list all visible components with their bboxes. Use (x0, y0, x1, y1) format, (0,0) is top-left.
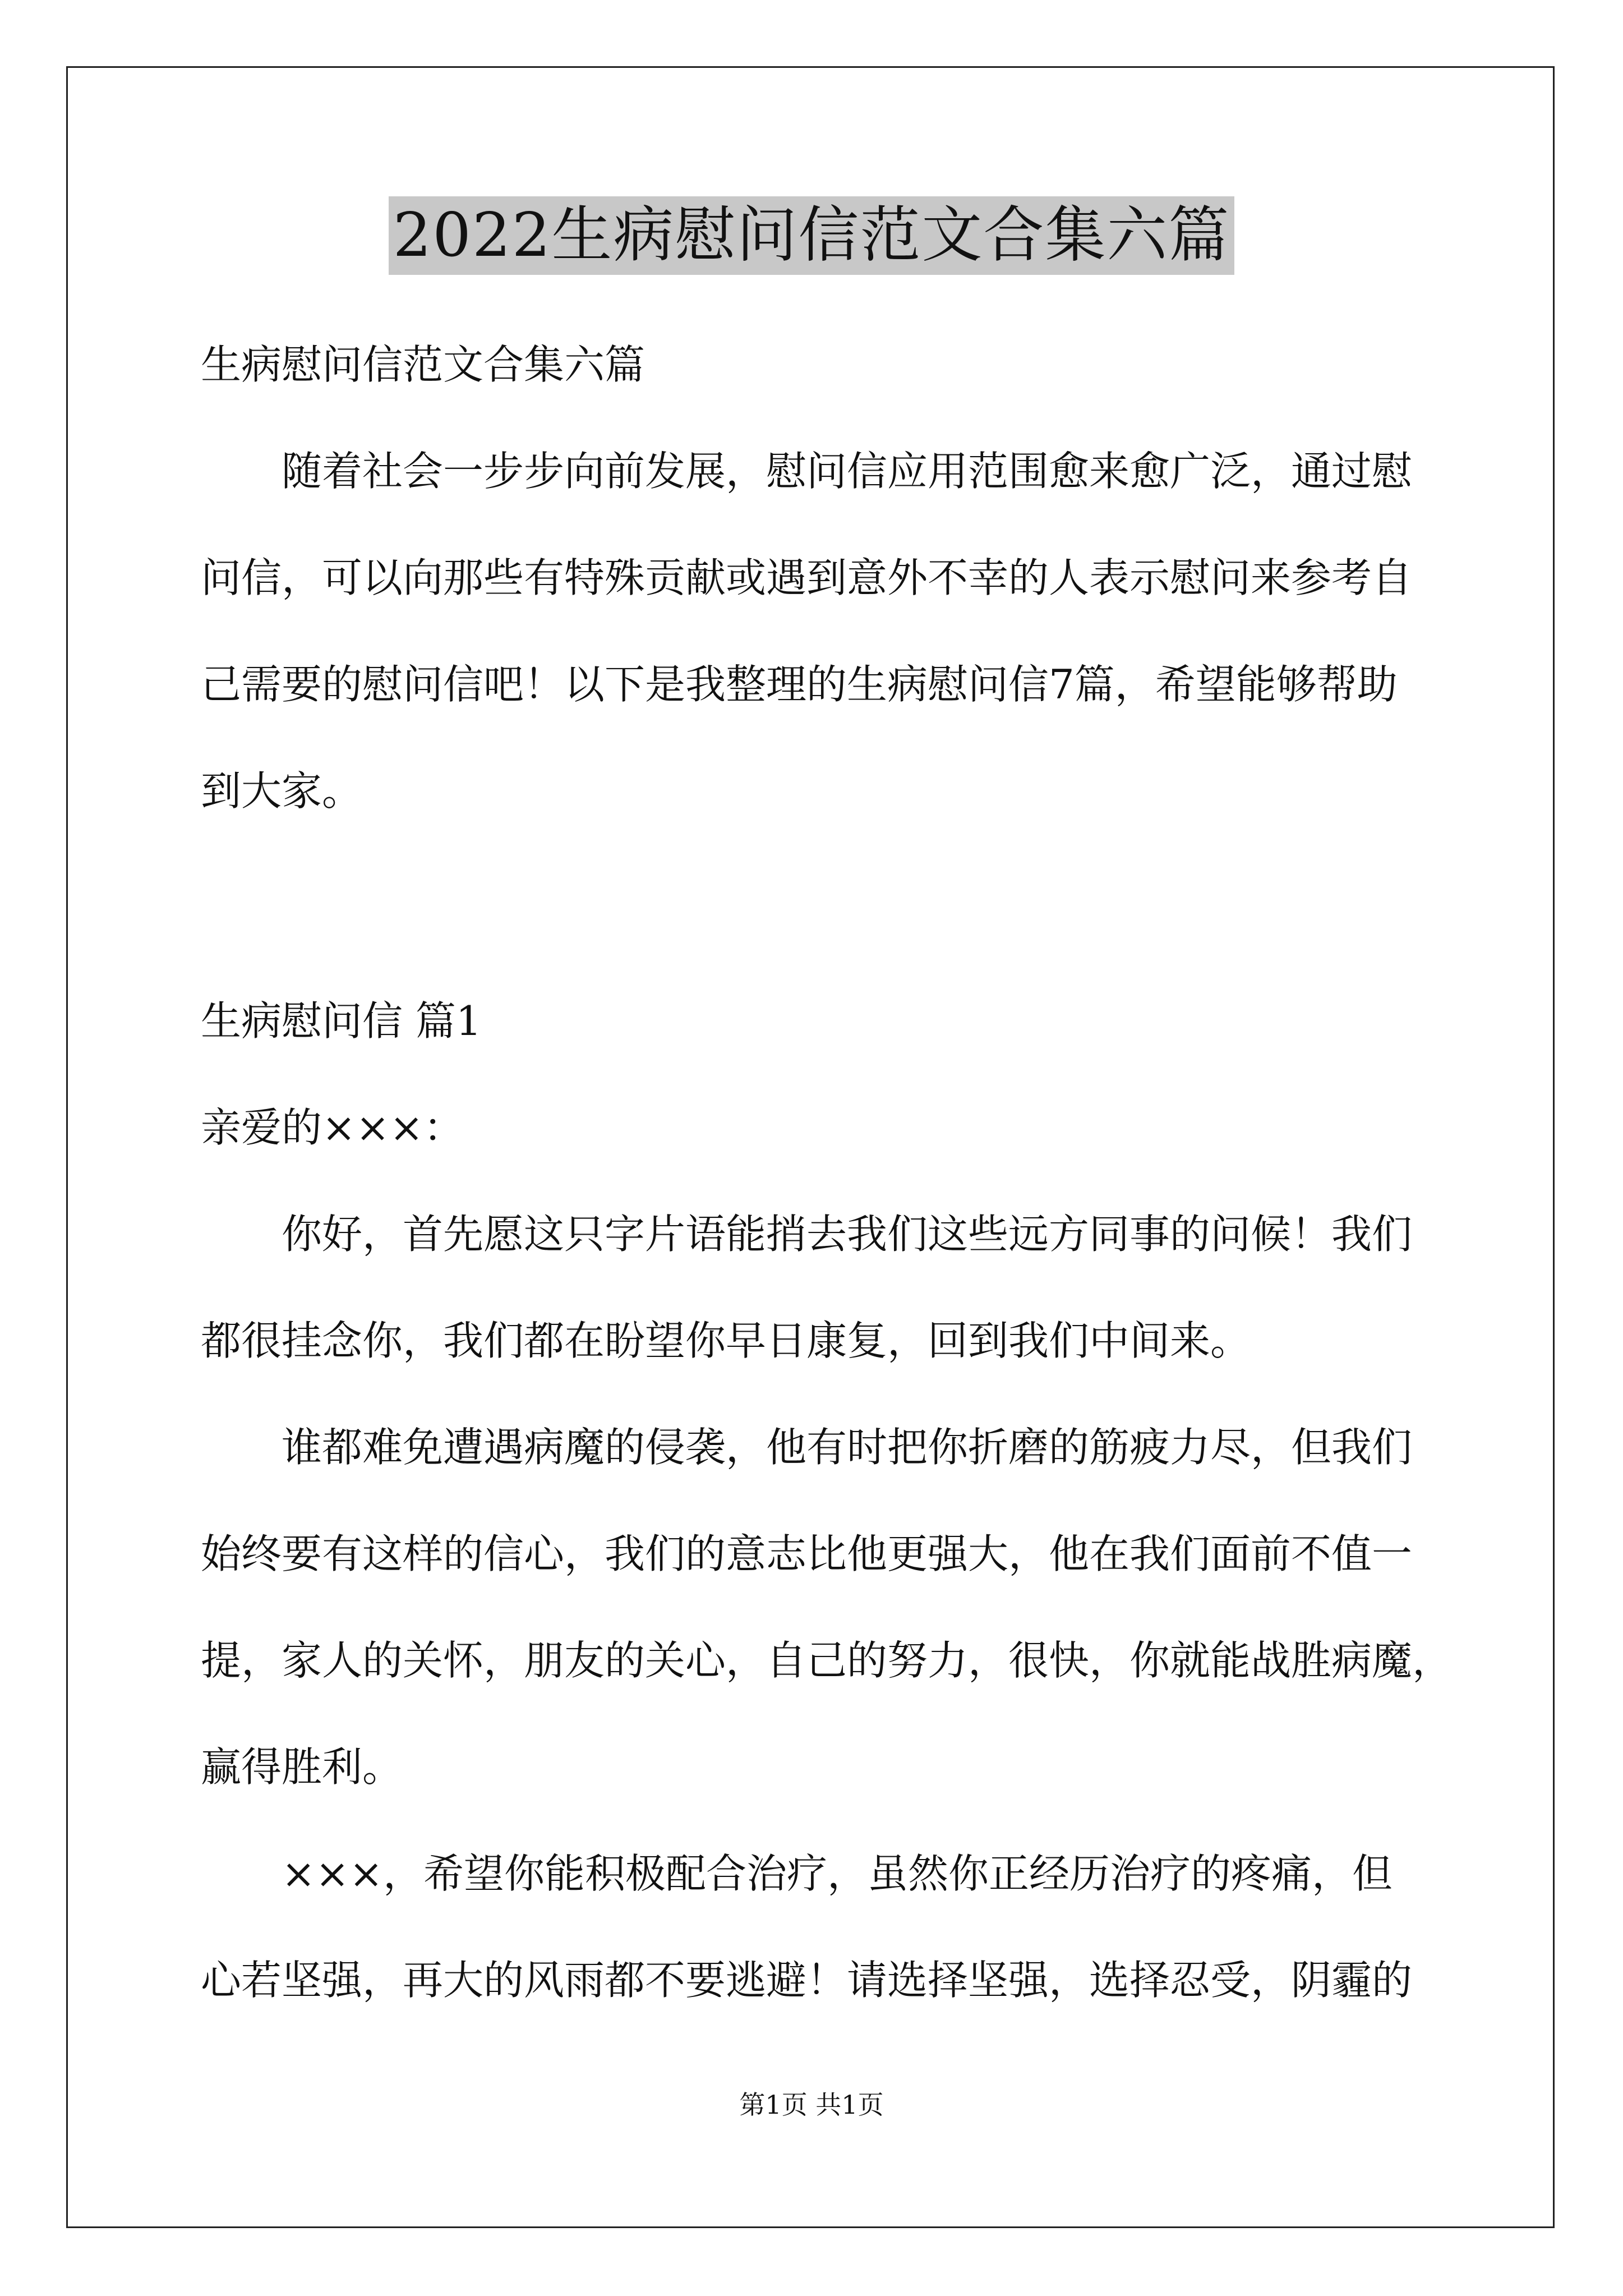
paragraph-2-line-2: 始终要有这样的信心，我们的意志比他更强大，他在我们面前不值一 (201, 1530, 1413, 1577)
document-subtitle: 生病慰问信范文合集六篇 (201, 341, 645, 388)
paragraph-3-line-1: ×××，希望你能积极配合治疗，虽然你正经历治疗的疼痛，但 (282, 1850, 1393, 1897)
paragraph-2-line-1: 谁都难免遭遇病魔的侵袭，他有时把你折磨的筋疲力尽，但我们 (282, 1424, 1413, 1471)
salutation: 亲爱的×××： (201, 1104, 464, 1151)
title-container (0, 196, 1623, 275)
intro-line-1: 随着社会一步步向前发展，慰问信应用范围愈来愈广泛，通过慰 (282, 448, 1413, 495)
document-title: 2022生病慰问信范文合集六篇 (389, 196, 1235, 275)
paragraph-3-line-2: 心若坚强，再大的风雨都不要逃避！请选择坚强，选择忍受，阴霾的 (201, 1957, 1413, 2004)
paragraph-2-line-3: 提，家人的关怀，朋友的关心，自己的努力，很快，你就能战胜病魔， (201, 1637, 1453, 1684)
intro-line-2: 问信，可以向那些有特殊贡献或遇到意外不幸的人表示慰问来参考自 (201, 554, 1413, 601)
paragraph-1-line-1: 你好，首先愿这只字片语能捎去我们这些远方同事的问候！我们 (282, 1211, 1413, 1258)
section-heading: 生病慰问信 篇1 (201, 997, 482, 1045)
paragraph-2-line-4: 赢得胜利。 (201, 1743, 403, 1791)
paragraph-1-line-2: 都很挂念你，我们都在盼望你早日康复，回到我们中间来。 (201, 1317, 1251, 1364)
page-footer: 第1页 共1页 (739, 2090, 884, 2120)
intro-line-3: 己需要的慰问信吧！以下是我整理的生病慰问信7篇，希望能够帮助 (201, 661, 1398, 708)
intro-line-4: 到大家。 (201, 767, 363, 815)
